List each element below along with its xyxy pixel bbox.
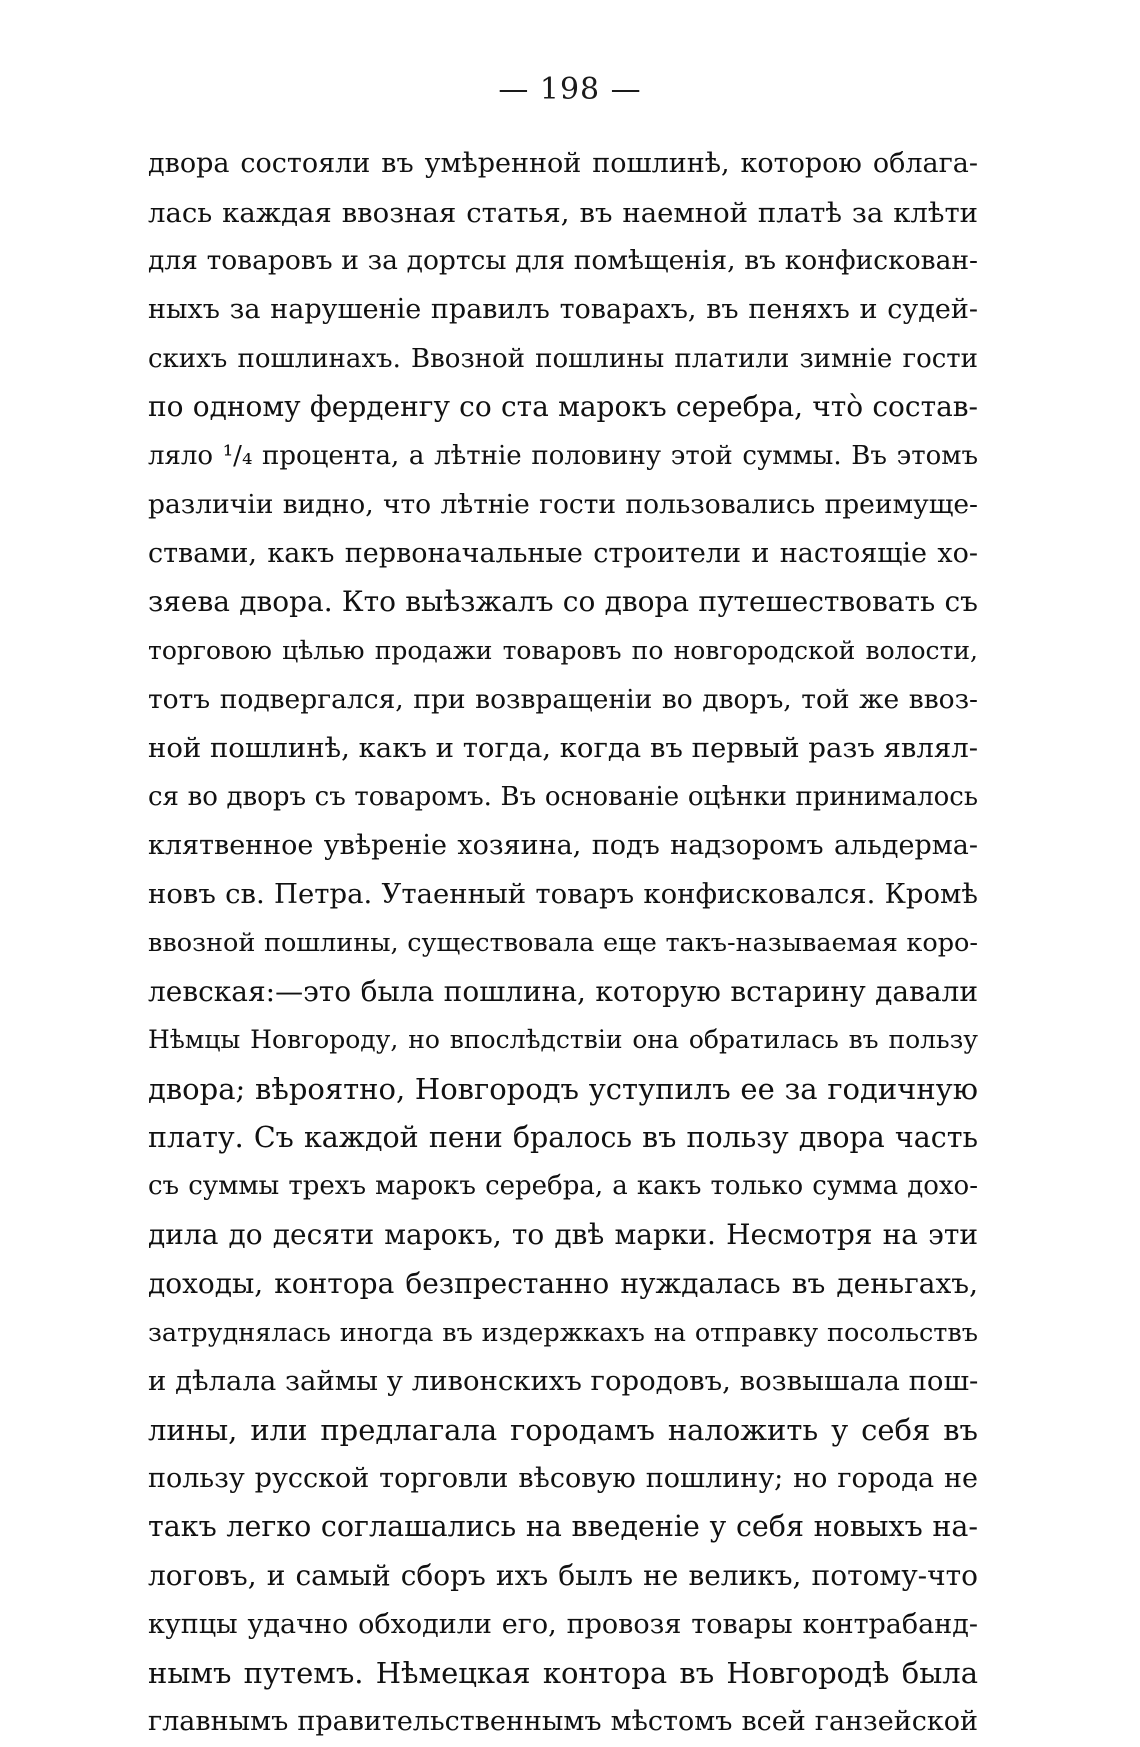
text-line: левская:—это была пошлина, которую встарину давали xyxy=(148,974,978,1008)
text-line: нымъ путемъ. Нѣмецкая контора въ Новгородѣ была xyxy=(148,1656,978,1691)
text-line: лась каждая ввозная статья, въ наемной платѣ за клѣти xyxy=(148,196,978,229)
text-line: различіи видно, что лѣтніе гости пользовались преимуще- xyxy=(148,488,978,520)
text-line: клятвенное увѣреніе хозяина, подъ надзоромъ альдерма- xyxy=(148,829,978,861)
text-line: двора состояли въ умѣренной пошлинѣ, которою облага- xyxy=(148,148,978,179)
text-line: лины, или предлагала городамъ наложить у себя въ xyxy=(148,1412,978,1447)
text-line: зяева двора. Кто выѣзжалъ со двора путешествовать съ xyxy=(148,585,978,619)
text-line: ввозной пошлины, существовала еще такъ-называемая коро- xyxy=(148,928,978,958)
text-line: затруднялась иногда въ издержкахъ на отправку посольствъ xyxy=(148,1317,978,1348)
text-line: главнымъ правительственнымъ мѣстомъ всей ганзейской xyxy=(148,1706,978,1737)
text-line: для товаровъ и за дортсы для помѣщенія, въ конфискован- xyxy=(148,245,978,277)
text-line: по одному ферденгу со ста марокъ серебра, что̀ состав- xyxy=(148,390,978,424)
text-line: съ суммы трехъ марокъ серебра, а какъ только сумма дохо- xyxy=(148,1171,978,1202)
text-line: ляло ¹/₄ процента, а лѣтніе половину этой суммы. Въ этомъ xyxy=(148,441,978,472)
text-line: ствами, какъ первоначальные строители и настоящіе хо- xyxy=(148,537,978,569)
text-line: плату. Съ каждой пени бралось въ пользу двора часть xyxy=(148,1120,978,1154)
text-line: дила до десяти марокъ, то двѣ марки. Несмотря на эти xyxy=(148,1218,978,1252)
text-line: доходы, контора безпрестанно нуждалась въ деньгахъ, xyxy=(148,1266,978,1300)
body-text xyxy=(148,140,978,1747)
text-line: скихъ пошлинахъ. Ввозной пошлины платили зимніе гости xyxy=(148,343,978,374)
text-line: и дѣлала займы у ливонскихъ городовъ, возвышала пош- xyxy=(148,1365,978,1398)
text-line: тотъ подвергался, при возвращеніи во дворъ, той же ввоз- xyxy=(148,683,978,715)
text-line: такъ легко соглашались на введеніе у себя новыхъ на- xyxy=(148,1510,978,1544)
text-line: Нѣмцы Новгороду, но впослѣдствіи она обратилась въ пользу xyxy=(148,1025,978,1055)
text-line: купцы удачно обходили его, провозя товары контрабанд- xyxy=(148,1608,978,1640)
text-line: торговою цѣлью продажи товаровъ по новгородской волости, xyxy=(148,635,978,665)
text-line: логовъ, и самый сборъ ихъ былъ не великъ, потому-что xyxy=(148,1558,978,1592)
text-line: пользу русской торговли вѣсовую пошлину; но города не xyxy=(148,1462,978,1494)
text-line: двора; вѣроятно, Новгородъ уступилъ ее за годичную xyxy=(148,1072,978,1107)
text-line: ся во дворъ съ товаромъ. Въ основаніе оцѣнки принималось xyxy=(148,781,978,812)
page-number: — 198 — xyxy=(498,72,642,107)
text-line: новъ св. Петра. Утаенный товаръ конфисковался. Кромѣ xyxy=(148,878,978,911)
text-line: ной пошлинѣ, какъ и тогда, когда въ первый разъ являл- xyxy=(148,732,978,765)
text-line: ныхъ за нарушеніе правилъ товарахъ, въ пеняхъ и судей- xyxy=(148,294,978,326)
